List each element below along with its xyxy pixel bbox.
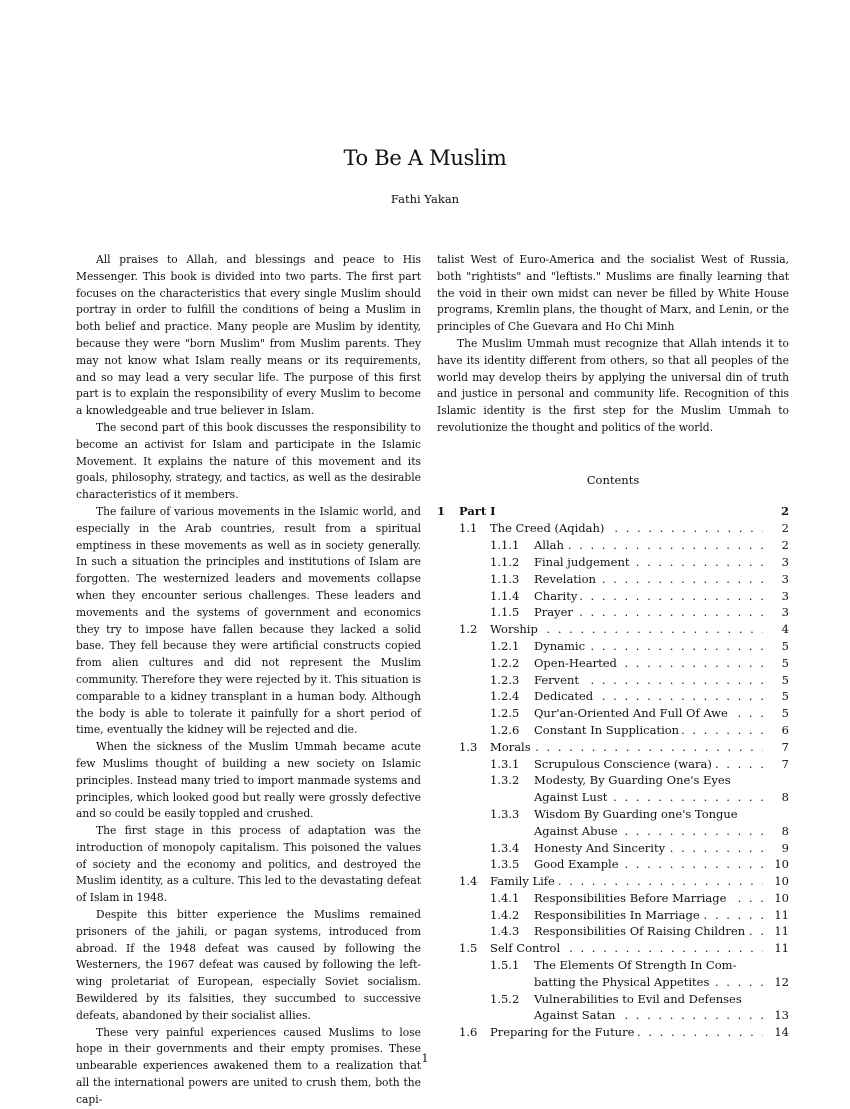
toc-entry-number: 1.4.2 (490, 907, 520, 922)
toc-entry-text-wrap (490, 1024, 763, 1041)
toc-entry-title: Final judgement (534, 555, 633, 569)
toc-entry-number: 1.4.3 (490, 924, 520, 939)
toc-entry-page: 3 (781, 571, 789, 586)
toc-entry-text-wrap (534, 890, 763, 907)
toc-entry-number: 1.4.1 (490, 890, 520, 905)
toc-entry-number: 1.2.5 (490, 706, 520, 721)
toc-entry-number: 1.1.4 (490, 588, 520, 603)
toc-entry-text-wrap (534, 588, 763, 605)
toc-entry-text-wrap (534, 856, 763, 873)
toc-entry-page: 4 (781, 622, 789, 637)
toc-entry-number: 1.5 (459, 941, 478, 956)
paragraph: These very painful experiences caused Muslims to lose hope in their governments and their empty promises. These unbearable experiences awakened them to a realization that all the international powers are united to crush them, both the capi- (76, 1025, 421, 1106)
toc-entry-continuation (437, 823, 789, 840)
toc-entry-text-wrap (534, 638, 763, 655)
toc-entry-text-wrap (490, 940, 763, 957)
toc-entry-page: 10 (774, 890, 789, 905)
toc-entry (437, 554, 789, 571)
toc-entry-text-wrap (490, 739, 763, 756)
toc-entry-number: 1.3 (459, 739, 478, 754)
toc-entry-text-wrap (534, 722, 763, 739)
toc-entry-text-wrap (534, 840, 763, 857)
toc-entry-continuation (437, 1007, 789, 1024)
toc-entry-title-cont: Against Lust (534, 790, 610, 804)
toc-entry-text-wrap (534, 554, 763, 571)
toc-entry-text-wrap (534, 907, 763, 924)
toc-entry (437, 520, 789, 537)
toc-entry (437, 688, 789, 705)
page-number: 1 (421, 1052, 429, 1065)
toc-entry (437, 756, 789, 773)
paragraph: The failure of various movements in the Islamic world, and especially in the Arab countries, result from a spiritual emptiness in these movements as well as in society generally. In such a situation the principles and institutions of Islam are forgotten. The westernized leaders and movements collapse when they encounter serious challenges. These leaders and movements and the systems of government and economics they try to impose have fallen because they lacked a solid base. They fell because they were artificial constructs copied from alien cultures and did not represent the Muslim community. Therefore they were rejected by it. This situation is comparable to a kidney transplant in a human body. Although the body is able to tolerate it painfully for a short period of time, eventually the kidney will be rejected and die. (76, 504, 421, 737)
toc-entry-text-wrap (534, 957, 763, 974)
toc-entry-page: 8 (781, 790, 789, 805)
toc-entry (437, 873, 789, 890)
toc-entry-title: Charity (534, 589, 580, 603)
toc-entry-page: 3 (781, 588, 789, 603)
toc-entry-title: Fervent (534, 673, 582, 687)
toc-entry-text-wrap (534, 806, 763, 823)
toc-entry-number: 1.3.2 (490, 773, 520, 788)
toc-entry (437, 503, 789, 520)
toc-entry-title: The Creed (Aqidah) (490, 521, 607, 535)
paragraph: Despite this bitter experience the Muslims remained prisoners of the jahili, or pagan systems, introduced from abroad. If the 1948 defeat was caused by following the Westerners, the 1967 defeat was caused by following the left-wing proletariat of European, especially Soviet socialism. Bewildered by its falsities, they succumbed to successive defeats, abandoned by their socialist allies. (76, 908, 421, 1022)
toc-entry (437, 621, 789, 638)
toc-entry (437, 705, 789, 722)
toc-entry-page: 9 (781, 840, 789, 855)
toc-entry-title-cont: Against Abuse (534, 824, 621, 838)
toc-entry-page: 6 (781, 722, 789, 737)
paragraph: The second part of this book discusses the responsibility to become an activist for Islam and participate in the Islamic Movement. It explains the nature of this movement and its goals, philosophy, strategy, and tactics, as well as the desirable characteristics of it members. (76, 420, 421, 502)
toc-entry-title: Vulnerabilities to Evil and Defenses (534, 992, 745, 1006)
toc-entry (437, 739, 789, 756)
toc-entry (437, 655, 789, 672)
toc-entry-number: 1.2.2 (490, 655, 520, 670)
toc-entry-text-wrap (490, 621, 763, 638)
toc-entry (437, 722, 789, 739)
toc-entry-title: The Elements Of Strength In Com- (534, 958, 739, 972)
toc-entry-page: 13 (774, 1008, 789, 1023)
toc-entry-page: 7 (781, 739, 789, 754)
toc-entry-title: Self Control (490, 941, 563, 955)
toc-entry-number: 1.2.3 (490, 672, 520, 687)
toc-entry (437, 537, 789, 554)
toc-entry-text-wrap (534, 756, 763, 773)
toc-entry-number: 1.2 (459, 622, 478, 637)
toc-entry (437, 571, 789, 588)
toc-entry-text-wrap (534, 991, 763, 1008)
toc-entry (437, 638, 789, 655)
toc-entry-title: Qur'an-Oriented And Full Of Awe (534, 706, 731, 720)
toc-entry-number: 1.1.5 (490, 605, 520, 620)
toc-entry-text-wrap (534, 923, 763, 940)
toc-entry-text-wrap (534, 571, 763, 588)
toc-entry-text-wrap (534, 655, 763, 672)
toc-entry-number: 1 (437, 503, 446, 518)
toc-entry-title: Dedicated (534, 689, 596, 703)
toc-entry-number: 1.2.4 (490, 689, 520, 704)
toc-entry-page: 11 (774, 941, 789, 956)
toc-entry-page: 3 (781, 554, 789, 569)
toc-entry (437, 604, 789, 621)
toc-entry-title: Honesty And Sincerity (534, 841, 668, 855)
toc-entry-title: Part I (459, 504, 499, 518)
toc-entry-page: 7 (781, 756, 789, 771)
toc-entry-continuation (437, 974, 789, 991)
toc-entry-page: 11 (774, 924, 789, 939)
toc-entry (437, 907, 789, 924)
toc-entry-number: 1.1.1 (490, 538, 520, 553)
toc-entry-title: Allah (534, 538, 567, 552)
toc-entry (437, 1024, 789, 1041)
toc-entry (437, 890, 789, 907)
toc-entry-text-wrap (534, 974, 763, 991)
toc-entry-page: 8 (781, 823, 789, 838)
toc-entry-text-wrap (534, 772, 763, 789)
document-title: To Be A Muslim (343, 146, 507, 170)
toc-entry-text-wrap (534, 823, 763, 840)
toc-entry-number: 1.1 (459, 521, 478, 536)
toc-entry-text-wrap (534, 604, 763, 621)
toc-entry-title: Scrupulous Conscience (wara) (534, 757, 715, 771)
toc-entry-title: Wisdom By Guarding one's Tongue (534, 807, 741, 821)
toc-entry-text-wrap (534, 537, 763, 554)
toc-entry-page: 5 (781, 689, 789, 704)
author-name: Fathi Yakan (390, 192, 460, 206)
toc-entry-title-cont: Against Satan (534, 1008, 618, 1022)
toc-entry (437, 856, 789, 873)
toc-entry-page: 2 (781, 538, 789, 553)
toc-entry-title: Responsibilities Before Marriage (534, 891, 729, 905)
toc-entry (437, 840, 789, 857)
toc-entry-title: Responsibilities In Marriage (534, 908, 703, 922)
toc-entry-page: 5 (781, 672, 789, 687)
toc-entry-text-wrap (534, 688, 763, 705)
toc-entry-title: Worship (490, 622, 541, 636)
left-column (76, 252, 421, 1106)
paragraph: When the sickness of the Muslim Ummah became acute few Muslims thought of building a new society on Islamic principles. Instead many tried to import manmade systems and principles, which looked good but really were grossly defective and so could be easily toppled and crushed. (76, 740, 421, 821)
toc-entry-number: 1.3.1 (490, 756, 520, 771)
toc-entry-page: 2 (781, 521, 789, 536)
toc-entry-title: Open-Hearted (534, 656, 620, 670)
paragraph: All praises to Allah, and blessings and peace to His Messenger. This book is divided into two parts. The first part focuses on the characteristics that every single Muslim should portray in order to fulfill the conditions of being a Muslim in both belief and practice. Many people are Muslim by identity, because they were "born Muslim" from Muslim parents. They may not know what Islam really means or its requirements, and so may lead a very secular life. The purpose of this first part is to explain the responsibility of every Muslim to become a knowledgeable and true believer in Islam. (76, 253, 421, 418)
toc-entry-page: 11 (774, 907, 789, 922)
toc-entry-title: Good Example (534, 857, 622, 871)
paragraph: The Muslim Ummah must recognize that Allah intends it to have its identity different from others, so that all peoples of the world may develop theirs by applying the universal din of truth and justice in personal and community life. Recognition of this Islamic identity is the first step for the Muslim Ummah to revolutionize the thought and politics of the world. (437, 336, 789, 434)
toc-entry-title: Modesty, By Guarding One's Eyes (534, 773, 734, 787)
toc-entry-title: Dynamic (534, 639, 588, 653)
toc-entry-continuation (437, 789, 789, 806)
toc-entry (437, 588, 789, 605)
toc-entry-page: 5 (781, 706, 789, 721)
toc-entry (437, 957, 789, 974)
contents-heading: Contents (586, 472, 640, 487)
paragraph: talist West of Euro-America and the socialist West of Russia, both "rightists" and "leftists." Muslims are finally learning that the void in their own midst can never be filled by White House programs, Kremlin plans, the thought of Marx, and Lenin, or the principles of Che Guevara and Ho Chi Minh (437, 253, 789, 334)
toc-entry-number: 1.2.1 (490, 638, 520, 653)
toc-entry-text-wrap (534, 1007, 763, 1024)
table-of-contents (437, 503, 789, 1042)
toc-entry (437, 806, 789, 823)
toc-entry-text-wrap (534, 789, 763, 806)
right-column (437, 252, 789, 1041)
toc-entry-number: 1.3.4 (490, 840, 520, 855)
toc-entry (437, 991, 789, 1008)
toc-entry-title: Responsibilities Of Raising Children (534, 924, 748, 938)
toc-entry (437, 672, 789, 689)
toc-entry-number: 1.2.6 (490, 722, 520, 737)
toc-entry (437, 940, 789, 957)
toc-entry-text-wrap (490, 520, 763, 537)
toc-entry-text-wrap (490, 873, 763, 890)
toc-entry-title: Morals (490, 740, 534, 754)
toc-entry-number: 1.1.2 (490, 554, 520, 569)
paragraph: The first stage in this process of adaptation was the introduction of monopoly capitalism. This poisoned the values of society and the economy and politics, and destroyed the Muslim identity, as a culture. This led to the devastating defeat of Islam in 1948. (76, 824, 421, 905)
toc-entry-number: 1.3.3 (490, 806, 520, 821)
toc-entry-page: 3 (781, 605, 789, 620)
toc-entry (437, 923, 789, 940)
toc-entry-title: Prayer (534, 605, 576, 619)
toc-entry-page: 5 (781, 655, 789, 670)
toc-entry-page: 12 (774, 974, 789, 989)
toc-entry-number: 1.5.1 (490, 958, 520, 973)
toc-entry-title: Preparing for the Future (490, 1025, 637, 1039)
toc-entry-page: 10 (774, 857, 789, 872)
toc-entry-text-wrap (534, 672, 763, 689)
toc-entry-number: 1.5.2 (490, 991, 520, 1006)
toc-entry-text-wrap (534, 705, 763, 722)
toc-entry-text-wrap (459, 503, 763, 520)
toc-entry-title: Revelation (534, 572, 599, 586)
toc-entry-title: Constant In Supplication (534, 723, 682, 737)
toc-entry-page: 5 (781, 638, 789, 653)
toc-entry-number: 1.4 (459, 874, 478, 889)
toc-entry-number: 1.1.3 (490, 571, 520, 586)
toc-entry-page: 10 (774, 874, 789, 889)
toc-entry-number: 1.3.5 (490, 857, 520, 872)
toc-entry-title: Family Life (490, 874, 558, 888)
toc-entry-page: 2 (780, 503, 789, 518)
toc-entry-number: 1.6 (459, 1025, 478, 1040)
toc-entry (437, 772, 789, 789)
toc-entry-page: 14 (774, 1025, 789, 1040)
toc-entry-title-cont: batting the Physical Appetites (534, 975, 712, 989)
